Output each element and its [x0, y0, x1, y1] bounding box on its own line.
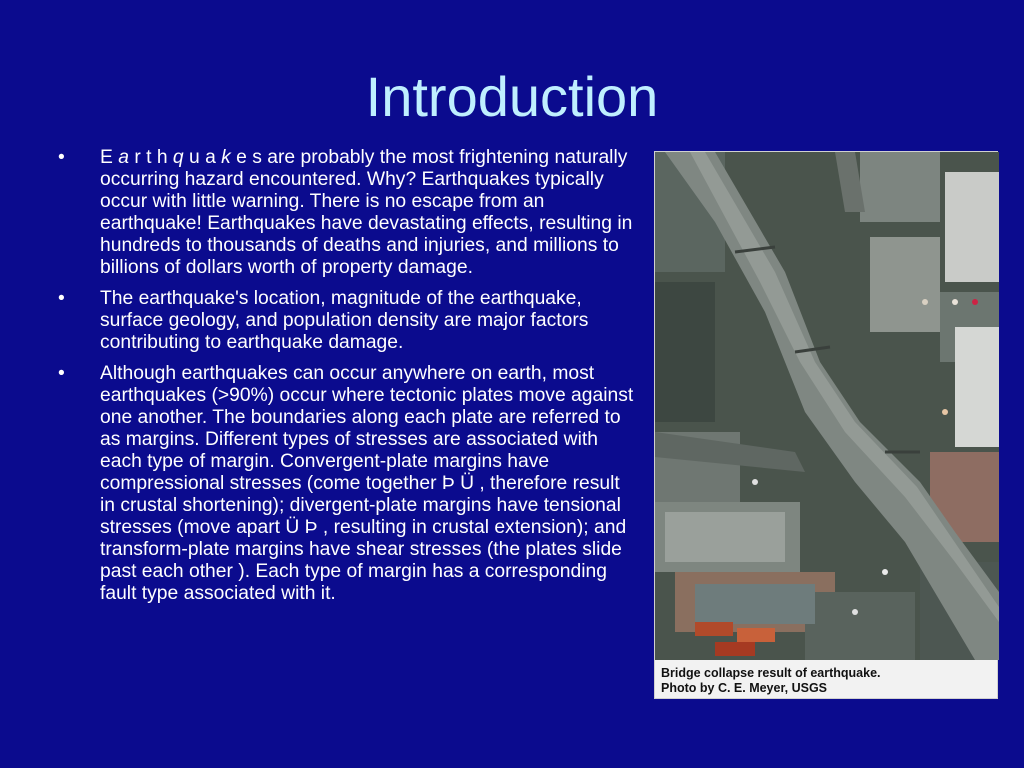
slide-title: Introduction	[365, 65, 659, 128]
bullet-text: The earthquake's location, magnitude of the earthquake, surface geology, and population density are major factors contributing to earthquake damage.	[100, 288, 589, 353]
bridge-collapse-photo	[655, 152, 999, 660]
lead-letters: r t h	[134, 147, 168, 168]
bullet-text: Although earthquakes can occur anywhere on earth, most earthquakes (>90%) occur where tectonic plates move against one another. The boundaries along each plate are referred to as margins. Different types of stresses are associated with each type of margin. Convergent-plate margins have compressional stresses (come together Þ Ü , therefore result in crustal shortening); divergent-plate margins have tensional stresses (move apart Ü Þ , resulting in crustal extension); and transform-plate margins have shear stresses (the plates slide past each other ). Each type of margin has a corresponding fault type associated with it.	[100, 363, 634, 604]
aerial-photo-illustration	[655, 152, 999, 660]
bullet-item	[58, 288, 640, 354]
lead-letter: a	[118, 147, 129, 168]
bullet-marker: •	[58, 147, 65, 168]
caption-line: Bridge collapse result of earthquake.	[661, 666, 881, 680]
bullet-list	[58, 147, 640, 614]
bullet-item	[58, 147, 640, 279]
bullet-text: are probably the most frightening naturally occurring hazard encountered. Why? Earthquakes typically occur with little warning. There is no escape from an earthquake! Earthquakes have devastating effects, resulting in hundreds to thousands of deaths and injuries, and millions to billions of dollars worth of property damage.	[100, 147, 633, 278]
bullet-marker: •	[58, 288, 65, 309]
bullet-lead	[100, 147, 262, 168]
lead-letter: k	[221, 147, 231, 168]
photo-caption	[661, 666, 993, 696]
bullet-item	[58, 363, 640, 605]
bullet-marker: •	[58, 363, 65, 384]
lead-letters: u a	[189, 147, 216, 168]
caption-line: Photo by C. E. Meyer, USGS	[661, 681, 828, 695]
lead-letter: q	[172, 147, 184, 168]
lead-letter: E	[100, 147, 113, 168]
lead-letters: e s	[236, 147, 262, 168]
bridge-collapse-photo-frame	[654, 151, 998, 699]
